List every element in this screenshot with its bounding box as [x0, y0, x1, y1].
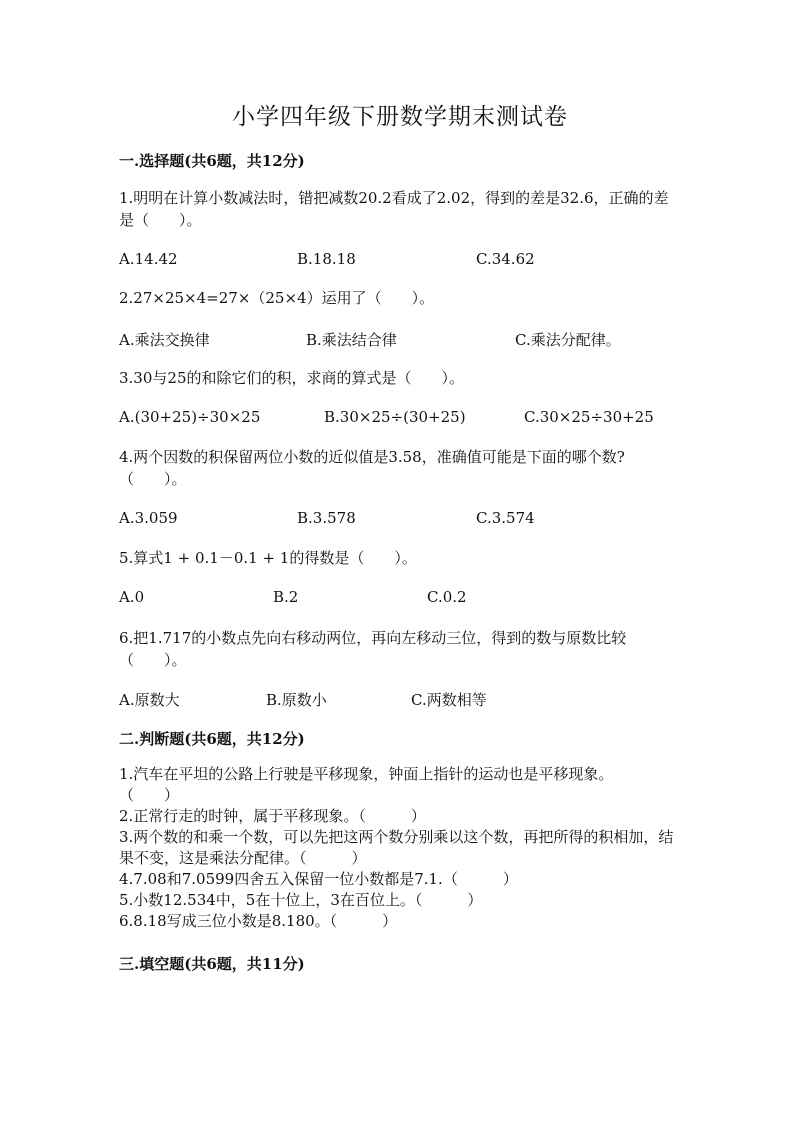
judge-4: 4.7.08和7.0599四舍五入保留一位小数都是7.1.（ ）	[119, 870, 518, 888]
question-1: 1.明明在计算小数减法时，错把减数20.2看成了2.02，得到的差是32.6，正确的差是（ ）。	[119, 189, 669, 229]
question-3: 3.30与25的和除它们的积，求商的算式是（ ）。	[119, 369, 464, 387]
judge-6: 6.8.18写成三位小数是8.180。（ ）	[119, 912, 398, 930]
option-1c: C.34.62	[476, 250, 535, 268]
question-4: 4.两个因数的积保留两位小数的近似值是3.58，准确值可能是下面的哪个数?（ ）。	[119, 448, 625, 488]
option-2b: B.乘法结合律	[306, 331, 397, 349]
option-6b: B.原数小	[266, 691, 327, 709]
option-1a: A.14.42	[119, 250, 178, 268]
question-5: 5.算式1 + 0.1－0.1 + 1的得数是（ ）。	[119, 549, 417, 567]
question-6: 6.把1.717的小数点先向右移动两位，再向左移动三位，得到的数与原数比较（ ）。	[119, 629, 627, 669]
section-heading-fill: 三.填空题(共6题，共11分)	[119, 955, 305, 973]
option-3a: A.(30+25)÷30×25	[119, 408, 261, 426]
option-3b: B.30×25÷(30+25)	[324, 408, 466, 426]
judge-5: 5.小数12.534中，5在十位上，3在百位上。（ ）	[119, 891, 483, 909]
option-4c: C.3.574	[476, 509, 535, 527]
option-5a: A.0	[119, 588, 145, 606]
judge-3: 3.两个数的和乘一个数，可以先把这两个数分别乘以这个数，再把所得的积相加，结果不变，这是乘法分配律。（ ）	[119, 828, 674, 867]
option-2a: A.乘法交换律	[119, 331, 210, 349]
option-5b: B.2	[273, 588, 299, 606]
question-2: 2.27×25×4=27×（25×4）运用了（ ）。	[119, 289, 435, 307]
section-heading-choice: 一.选择题(共6题，共12分)	[119, 152, 305, 170]
option-5c: C.0.2	[427, 588, 467, 606]
judge-2: 2.正常行走的时钟，属于平移现象。（ ）	[119, 807, 426, 825]
section-heading-judge: 二.判断题(共6题，共12分)	[119, 730, 305, 748]
page-title: 小学四年级下册数学期末测试卷	[232, 104, 568, 130]
option-4a: A.3.059	[119, 509, 178, 527]
option-2c: C.乘法分配律。	[515, 331, 621, 349]
option-3c: C.30×25÷30+25	[524, 408, 654, 426]
option-4b: B.3.578	[297, 509, 356, 527]
option-6a: A.原数大	[119, 691, 180, 709]
option-1b: B.18.18	[297, 250, 356, 268]
option-6c: C.两数相等	[411, 691, 487, 709]
judge-1: 1.汽车在平坦的公路上行驶是平移现象，钟面上指针的运动也是平移现象。 （ ）	[119, 765, 666, 804]
